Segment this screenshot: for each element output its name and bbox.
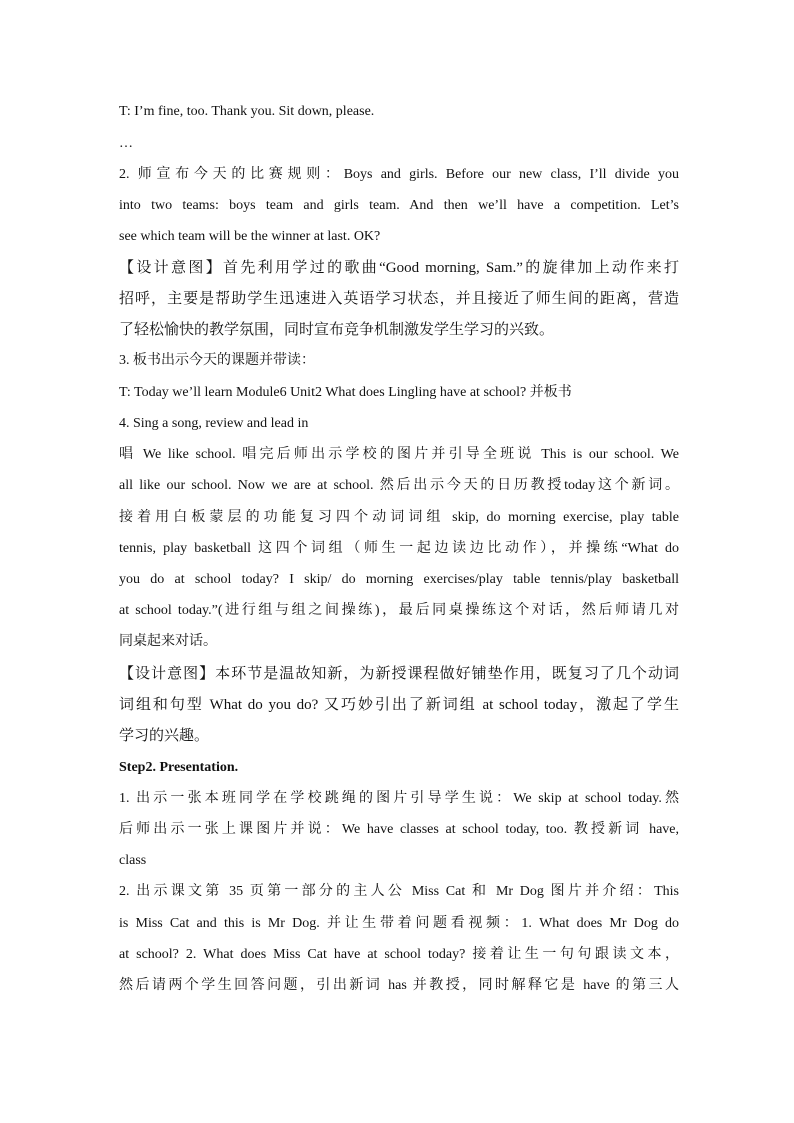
text-line: 然后请两个学生回答问题，引出新词 has 并教授，同时解释它是 have 的第三人 bbox=[119, 978, 679, 993]
text-line: class bbox=[119, 853, 147, 868]
text-line: 同桌起来对话。 bbox=[119, 634, 217, 649]
text-line: 了轻松愉快的教学氛围，同时宣布竞争机制激发学生学习的兴致。 bbox=[119, 322, 555, 338]
text-line: see which team will be the winner at last. OK? bbox=[119, 229, 381, 244]
text-line: 词组和句型 What do you do? 又巧妙引出了新词组 at school today，激起了学生 bbox=[119, 697, 679, 713]
text-line: you do at school today? I skip/ do morning exercises/play table tennis/play basketball bbox=[119, 572, 679, 587]
section-heading: Step2. Presentation. bbox=[119, 760, 239, 775]
text-line: 2. 出示课文第 35 页第一部分的主人公 Miss Cat 和 Mr Dog 图片并介绍：This bbox=[119, 884, 679, 899]
text-line: at school? 2. What does Miss Cat have at school today? 接着让生一句句跟读文本， bbox=[119, 947, 679, 962]
text-line: is Miss Cat and this is Mr Dog. 并让生带着问题看视频：1. What does Mr Dog do bbox=[119, 916, 679, 931]
text-line: all like our school. Now we are at school. 然后出示今天的日历教授today这个新词。 bbox=[119, 478, 679, 493]
text-line: T: Today we’ll learn Module6 Unit2 What does Lingling have at school? 并板书 bbox=[119, 385, 572, 400]
text-line: 唱 We like school. 唱完后师出示学校的图片并引导全班说 This is our school. We bbox=[119, 447, 679, 462]
text-line: at school today.”(进行组与组之间操练)，最后同桌操练这个对话，然后师请几对 bbox=[119, 603, 679, 618]
text-line: 3. 板书出示今天的课题并带读： bbox=[119, 353, 315, 368]
text-line: … bbox=[119, 136, 133, 151]
text-line: T: I’m fine, too. Thank you. Sit down, please. bbox=[119, 104, 375, 119]
text-line: 4. Sing a song, review and lead in bbox=[119, 416, 309, 431]
text-line: 后师出示一张上课图片并说：We have classes at school today, too. 教授新词 have, bbox=[119, 822, 679, 837]
design-intent-line: 【设计意图】首先利用学过的歌曲“Good morning, Sam.”的旋律加上动作来打 bbox=[119, 260, 679, 276]
text-line: 2. 师宣布今天的比赛规则：Boys and girls. Before our new class, I’ll divide you bbox=[119, 167, 679, 182]
text-line: 1. 出示一张本班同学在学校跳绳的图片引导学生说：We skip at school today.然 bbox=[119, 791, 679, 806]
design-intent-line: 【设计意图】本环节是温故知新，为新授课程做好铺垫作用，既复习了几个动词 bbox=[119, 666, 679, 682]
text-line: 学习的兴趣。 bbox=[119, 728, 210, 744]
text-line: into two teams: boys team and girls team. And then we’ll have a competition. Let’s bbox=[119, 198, 679, 213]
text-line: 接着用白板蒙层的功能复习四个动词词组 skip, do morning exercise, play table bbox=[119, 510, 679, 525]
text-line: tennis, play basketball 这四个词组（师生一起边读边比动作），并操练“What do bbox=[119, 541, 679, 556]
text-line: 招呼，主要是帮助学生迅速进入英语学习状态，并且接近了师生间的距离，营造 bbox=[119, 291, 679, 307]
